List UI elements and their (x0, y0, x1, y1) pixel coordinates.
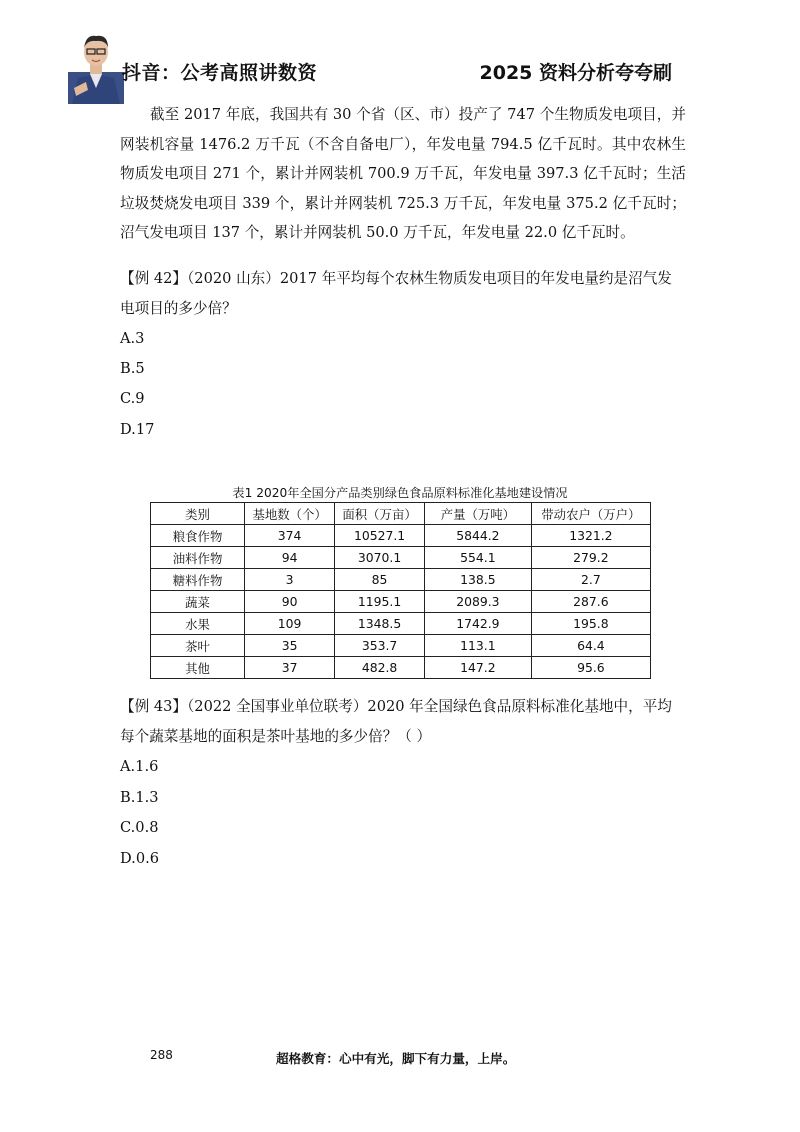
passage (120, 100, 686, 248)
question-42-option-d: D.17 (120, 421, 155, 438)
question-42-option-c: C.9 (120, 390, 145, 407)
table-cell: 糖料作物 (151, 569, 245, 591)
table-header-cell: 带动农户（万户） (531, 503, 650, 525)
table-cell: 147.2 (425, 657, 532, 679)
table-header-cell: 产量（万吨） (425, 503, 532, 525)
table-cell: 1321.2 (531, 525, 650, 547)
table-header-cell: 基地数（个） (245, 503, 335, 525)
question-43-option-a: A.1.6 (120, 758, 159, 775)
question-43-option-d: D.0.6 (120, 850, 160, 867)
table-cell: 其他 (151, 657, 245, 679)
header-book-title: 2025 资料分析夸夸刷 (479, 62, 672, 84)
question-43-option-c: C.0.8 (120, 819, 159, 836)
table-row (151, 635, 651, 657)
table-header-row (151, 503, 651, 525)
table-cell: 195.8 (531, 613, 650, 635)
table-row (151, 657, 651, 679)
page-number: 288 (150, 1048, 173, 1062)
table-cell: 3070.1 (335, 547, 425, 569)
question-42-text: 【例 42】（2020 山东）2017 年平均每个农林生物质发电项目的年发电量约是沼气发电项目的多少倍？ (120, 270, 672, 317)
table-cell: 353.7 (335, 635, 425, 657)
table-cell: 85 (335, 569, 425, 591)
table-cell: 蔬菜 (151, 591, 245, 613)
table-cell: 3 (245, 569, 335, 591)
table-cell: 554.1 (425, 547, 532, 569)
table-row (151, 591, 651, 613)
table-cell: 482.8 (335, 657, 425, 679)
table-cell: 94 (245, 547, 335, 569)
table-cell: 113.1 (425, 635, 532, 657)
table-cell: 109 (245, 613, 335, 635)
table-cell: 90 (245, 591, 335, 613)
green-food-base-table (150, 502, 651, 679)
table-row (151, 525, 651, 547)
table-cell: 5844.2 (425, 525, 532, 547)
table-cell: 2.7 (531, 569, 650, 591)
presenter-avatar (68, 28, 124, 104)
table-cell: 95.6 (531, 657, 650, 679)
table-row (151, 547, 651, 569)
table-cell: 374 (245, 525, 335, 547)
table-cell: 2089.3 (425, 591, 532, 613)
table-cell: 茶叶 (151, 635, 245, 657)
table-cell: 1348.5 (335, 613, 425, 635)
question-42 (120, 264, 686, 323)
table-cell: 279.2 (531, 547, 650, 569)
table-cell: 粮食作物 (151, 525, 245, 547)
question-42-option-a: A.3 (120, 330, 145, 347)
question-43-text: 【例 43】（2022 全国事业单位联考）2020 年全国绿色食品原料标准化基地中，平均每个蔬菜基地的面积是茶叶基地的多少倍？（ ） (120, 698, 672, 745)
table-cell: 1742.9 (425, 613, 532, 635)
table-row (151, 569, 651, 591)
passage-text: 截至 2017 年底，我国共有 30 个省（区、市）投产了 747 个生物质发电项目，并网装机容量 1476.2 万千瓦（不含自备电厂），年发电量 794.5 亿千瓦时。其中农林生物质发电项目 271 个，累计并网装机 700.9 万千瓦，年发电量 397.3 亿千瓦时；生活垃圾焚烧发电项目 339 个，累计并网装机 725.3 万千瓦，年发电量 375.2 亿千瓦时；沼气发电项目 137 个，累计并网装机 50.0 万千瓦，年发电量 22.0 亿千瓦时。 (120, 106, 686, 242)
table-header-cell: 面积（万亩） (335, 503, 425, 525)
table-row (151, 613, 651, 635)
question-43 (120, 692, 686, 751)
table-cell: 1195.1 (335, 591, 425, 613)
table-cell: 64.4 (531, 635, 650, 657)
table-cell: 35 (245, 635, 335, 657)
table-cell: 水果 (151, 613, 245, 635)
footer-slogan: 超格教育：心中有光，脚下有力量，上岸。 (276, 1051, 516, 1066)
table-cell: 37 (245, 657, 335, 679)
table-title: 表1 2020年全国分产品类别绿色食品原料标准化基地建设情况 (232, 486, 568, 500)
question-43-option-b: B.1.3 (120, 789, 159, 806)
table-cell: 287.6 (531, 591, 650, 613)
question-42-option-b: B.5 (120, 360, 145, 377)
header-channel-title: 抖音：公考高照讲数资 (122, 62, 318, 84)
table-cell: 138.5 (425, 569, 532, 591)
table-cell: 10527.1 (335, 525, 425, 547)
table-cell: 油料作物 (151, 547, 245, 569)
table-header-cell: 类别 (151, 503, 245, 525)
